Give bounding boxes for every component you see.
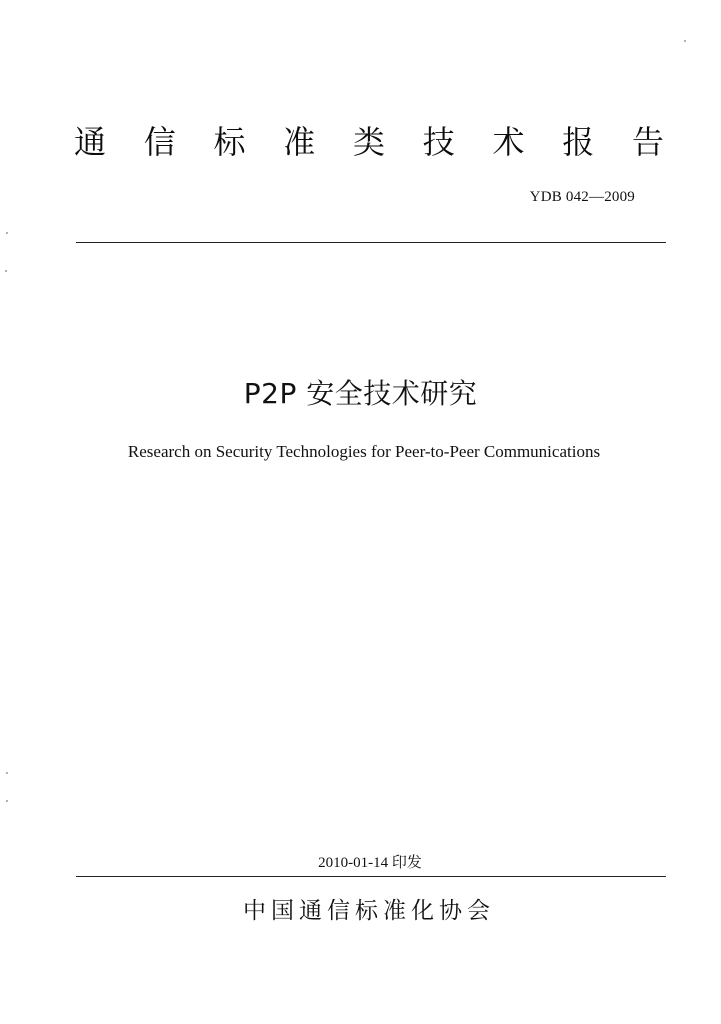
- title-char: 技: [422, 123, 455, 161]
- title-char: 告: [632, 123, 665, 161]
- title-char: 类: [353, 123, 386, 161]
- issue-date: 2010-01-14 印发: [318, 855, 422, 871]
- title-char: 通: [74, 123, 107, 161]
- title-char: 报: [562, 123, 595, 161]
- scan-speck: [6, 800, 8, 802]
- title-char: 信: [143, 123, 176, 161]
- document-title-chinese: P2P 安全技术研究: [243, 377, 478, 410]
- document-title-english: Research on Security Technologies for Peer-to-Peer Communications: [127, 442, 601, 461]
- scan-speck: [6, 232, 8, 234]
- footer-divider: [76, 876, 666, 877]
- header-divider: [76, 242, 666, 243]
- title-char: 术: [492, 123, 525, 161]
- scan-speck: [5, 270, 7, 272]
- title-char: 准: [283, 123, 316, 161]
- publisher-name: 中国通信标准化协会: [243, 898, 495, 924]
- title-char: 标: [213, 123, 246, 161]
- scan-speck: [6, 772, 8, 774]
- report-category-title: [74, 122, 664, 162]
- document-code: YDB 042—2009: [529, 189, 635, 205]
- scan-speck: [684, 40, 686, 42]
